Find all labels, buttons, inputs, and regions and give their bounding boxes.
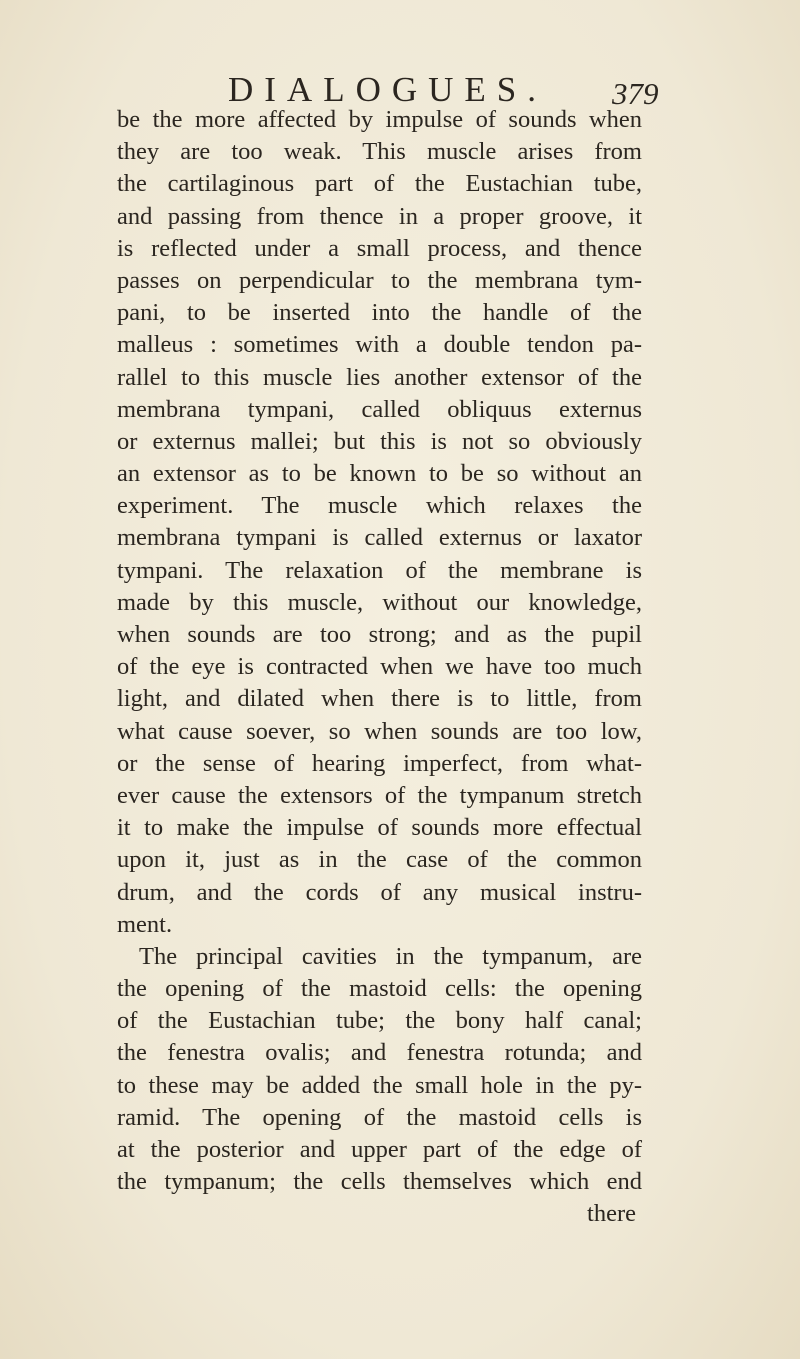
text-line: made by this muscle, without our knowledge, xyxy=(117,588,642,616)
text-line: passes on perpendicular to the membrana tym- xyxy=(117,266,642,294)
page-header xyxy=(0,58,800,111)
text-line: the cartilaginous part of the Eustachian tube, xyxy=(117,170,642,198)
text-line: membrana tympani, called obliquus externus xyxy=(117,395,642,423)
text-line: they are too weak. This muscle arises from xyxy=(117,138,642,166)
text-line: membrana tympani is called externus or laxator xyxy=(117,524,642,552)
text-line: light, and dilated when there is to little, from xyxy=(117,685,642,713)
text-line: to these may be added the small hole in the py- xyxy=(117,1071,642,1099)
text-line: and passing from thence in a proper groove, it xyxy=(117,202,642,230)
text-line: upon it, just as in the case of the common xyxy=(117,846,642,874)
text-line: or externus mallei; but this is not so obviously xyxy=(117,427,642,455)
catchword: there xyxy=(587,1200,636,1228)
text-line: the opening of the mastoid cells: the opening xyxy=(117,975,642,1003)
text-line: be the more affected by impulse of sounds when xyxy=(117,106,642,133)
text-line: when sounds are too strong; and as the pupil xyxy=(117,621,642,648)
text-line: an extensor as to be known to be so without an xyxy=(117,460,642,488)
paragraph-end-line: ment. xyxy=(117,910,173,938)
text-line: the fenestra ovalis; and fenestra rotunda; and xyxy=(117,1039,642,1067)
text-line: is reflected under a small process, and thence xyxy=(117,234,642,262)
text-line: of the Eustachian tube; the bony half canal; xyxy=(117,1007,642,1035)
page-number: 379 xyxy=(612,76,659,111)
text-line: what cause soever, so when sounds are too low, xyxy=(117,717,642,745)
text-line: experiment. The muscle which relaxes the xyxy=(117,492,642,520)
text-line: or the sense of hearing imperfect, from what- xyxy=(117,749,642,777)
text-line: it to make the impulse of sounds more effectual xyxy=(117,814,642,842)
text-line: pani, to be inserted into the handle of the xyxy=(117,299,642,327)
text-line: at the posterior and upper part of the edge of xyxy=(117,1136,642,1163)
text-line: ever cause the extensors of the tympanum stretch xyxy=(117,781,642,809)
body-text xyxy=(117,104,642,1231)
paragraph-start-line: The principal cavities in the tympanum, are xyxy=(139,942,642,970)
text-line: drum, and the cords of any musical instru- xyxy=(117,878,642,906)
text-line: malleus : sometimes with a double tendon pa- xyxy=(117,331,642,359)
text-line: ramid. The opening of the mastoid cells is xyxy=(117,1103,642,1131)
text-line: tympani. The relaxation of the membrane is xyxy=(117,556,642,584)
text-line: rallel to this muscle lies another extensor of the xyxy=(117,363,642,391)
text-line: of the eye is contracted when we have too much xyxy=(117,653,642,681)
running-title: DIALOGUES. xyxy=(228,70,548,109)
text-line: the tympanum; the cells themselves which end xyxy=(117,1168,642,1196)
